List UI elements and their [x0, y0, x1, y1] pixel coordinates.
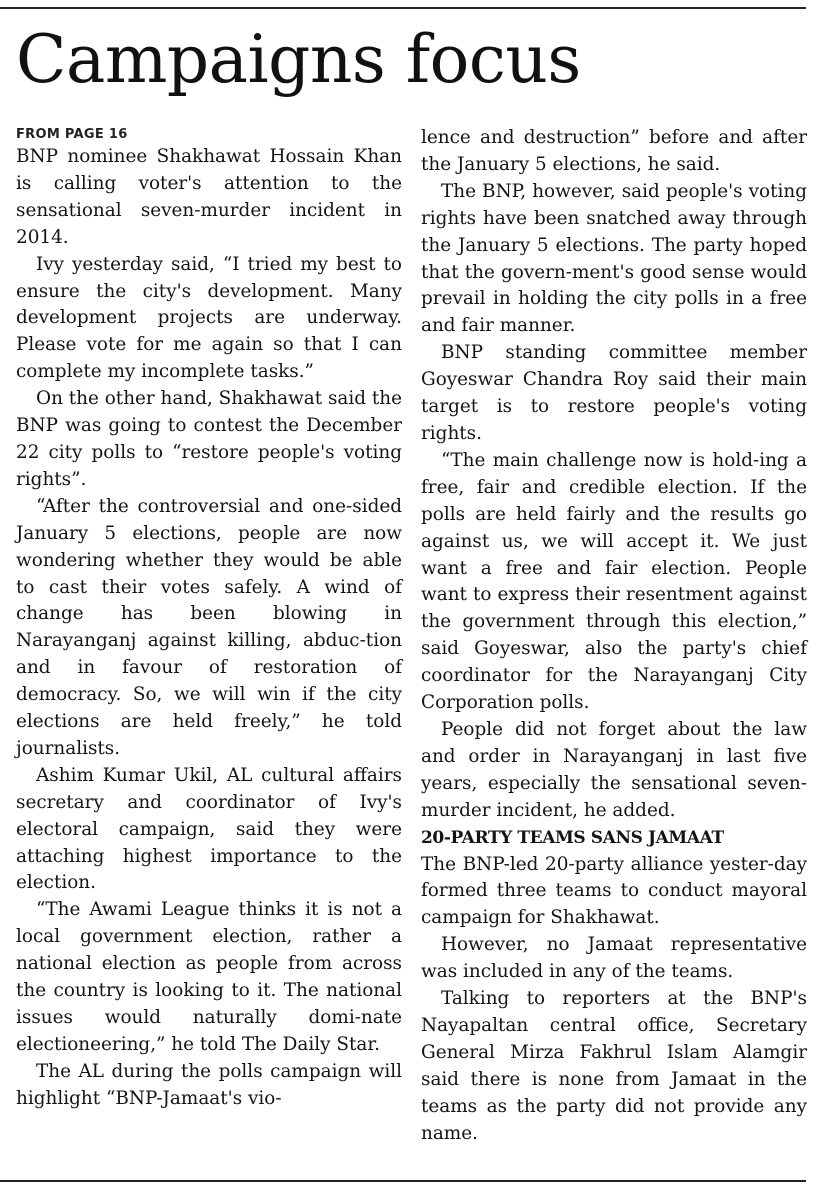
kicker: FROM PAGE 16 [16, 127, 128, 142]
paragraph: BNP standing committee member Goyeswar Chandra Roy said their main target is to restore people's voting rights. [421, 342, 807, 444]
paragraph: The BNP, however, said people's voting rights have been snatched away through the January 5 elections. The party hoped that the govern-ment's good sense would prevail in holding the city polls in a free and fair manner. [421, 180, 807, 337]
paragraph: “The Awami League thinks it is not a local government election, rather a national election as people from across the country is looking to it. The national issues would naturally domi-nate electioneering,” he told The Daily Star. [16, 899, 402, 1055]
paragraph: However, no Jamaat representative was included in any of the teams. [421, 934, 807, 983]
paragraph: Ashim Kumar Ukil, AL cultural affairs secretary and coordinator of Ivy's electoral campaign, said they were attaching highest importance to the election. [16, 764, 402, 894]
bottom-rule [0, 1180, 806, 1182]
left-column [16, 126, 402, 1113]
right-column [421, 125, 807, 1148]
paragraph: lence and destruction” before and after the January 5 elections, he said. [421, 127, 807, 175]
paragraph: BNP nominee Shakhawat Hossain Khan is calling voter's attention to the sensational seven-murder incident in 2014. [16, 146, 402, 248]
paragraph: People did not forget about the law and order in Narayanganj in last five years, especially the sensational seven-murder incident, he added. [421, 718, 807, 821]
paragraph: Talking to reporters at the BNP's Nayapaltan central office, Secretary General Mirza Fakhrul Islam Alamgir said there is none from Jamaat in the teams as the party did not provide any name. [421, 988, 807, 1144]
headline: Campaigns focus [16, 21, 581, 98]
paragraph: “After the controversial and one-sided January 5 elections, people are now wondering whether they would be able to cast their votes safely. A wind of change has been blowing in Narayanganj against killing, abduc-tion and in favour of restoration of democracy. So, we will win if the city elections are held freely,” he told journalists. [16, 495, 402, 759]
paragraph: “The main challenge now is hold-ing a free, fair and credible election. If the polls are held fairly and the results go against us, we will accept it. We just want a free and fair election. People want to express their resentment against the government through this election,” said Goyeswar, also the party's chief coordinator for the Narayanganj City Corporation polls. [421, 449, 807, 714]
paragraph: The AL during the polls campaign will highlight “BNP-Jamaat's vio- [16, 1060, 402, 1109]
paragraph: On the other hand, Shakhawat said the BNP was going to contest the December 22 city polls to “restore people's voting rights”. [16, 388, 402, 490]
paragraph: The BNP-led 20-party alliance yester-day formed three teams to conduct mayoral campaign for Shakhawat. [421, 853, 807, 929]
paragraph: Ivy yesterday said, “I tried my best to ensure the city's development. Many development projects are underway. Please vote for me again so that I can complete my incomplete tasks.” [16, 253, 402, 383]
subhead: 20-PARTY TEAMS SANS JAMAAT [421, 827, 724, 848]
top-rule [0, 7, 806, 9]
